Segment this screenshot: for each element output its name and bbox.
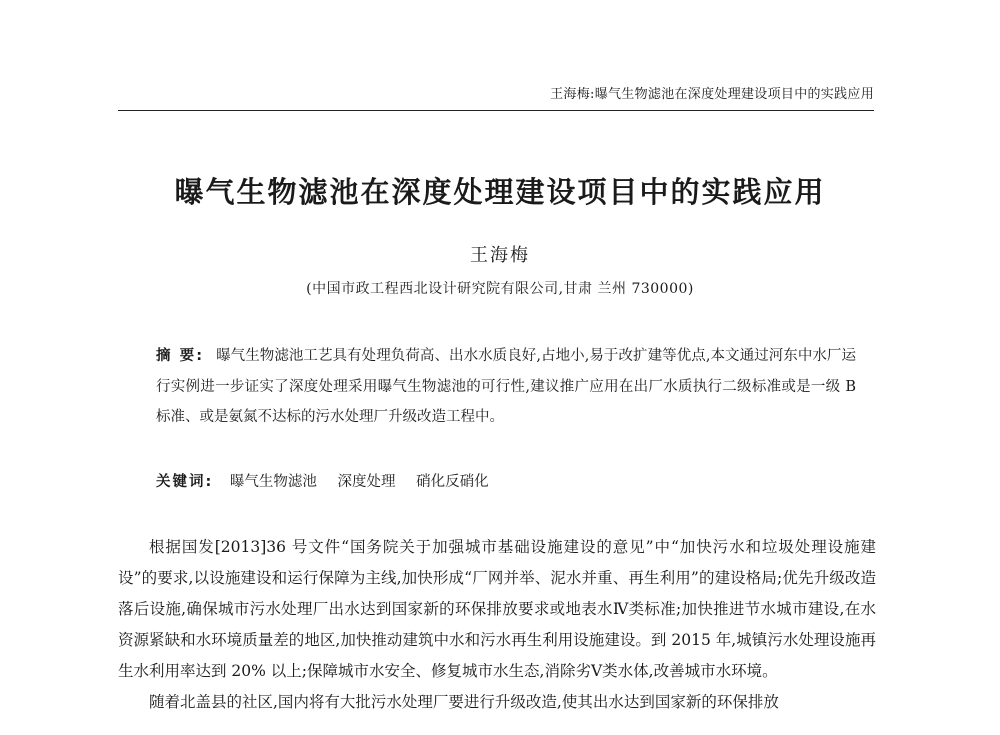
keywords-label: 关键词:	[156, 474, 214, 490]
keyword-item: 深度处理	[337, 474, 396, 490]
keyword-item: 硝化反硝化	[416, 474, 489, 490]
body-paragraph: 随着北盖县的社区,国内将有大批污水处理厂要进行升级改造,使其出水达到国家新的环保排放	[149, 693, 779, 711]
author-affiliation: (中国市政工程西北设计研究院有限公司,甘肃 兰州 730000)	[306, 281, 694, 297]
keywords	[156, 469, 856, 495]
abstract	[156, 341, 856, 433]
header-rule	[118, 110, 874, 111]
abstract-label: 摘 要:	[156, 348, 205, 364]
body-paragraph: 根据国发[2013]36 号文件“国务院关于加强城市基础设施建设的意见”中“加快污水和垃圾处理设施建设”的要求,以设施建设和运行保障为主线,加快形成“厂网并举、泥水并重、再生利用”的建设格局;优先升级改造落后设施,确保城市污水处理厂出水达到国家新的环保排放要求或地表水Ⅳ类标准;加快推进节水城市建设,在水资源紧缺和水环境质量差的地区,加快推动建筑中水和污水再生利用设施建设。到 2015 年,城镇污水处理设施再生水利用率达到 20% 以上;保障城市水安全、修复城市水生态,消除劣Ⅴ类水体,改善城市水环境。	[118, 538, 876, 680]
article-title: 曝气生物滤池在深度处理建设项目中的实践应用	[174, 175, 826, 209]
body-text	[118, 532, 876, 718]
keyword-item: 曝气生物滤池	[229, 474, 317, 490]
author-name: 王海梅	[470, 245, 530, 266]
abstract-text: 曝气生物滤池工艺具有处理负荷高、出水水质良好,占地小,易于改扩建等优点,本文通过河东中水厂运行实例进一步证实了深度处理采用曝气生物滤池的可行性,建议推广应用在出厂水质执行二级标准或是一级 B 标准、或是氨氮不达标的污水处理厂升级改造工程中。	[156, 348, 856, 425]
running-header: 王海梅:曝气生物滤池在深度处理建设项目中的实践应用	[550, 87, 874, 102]
